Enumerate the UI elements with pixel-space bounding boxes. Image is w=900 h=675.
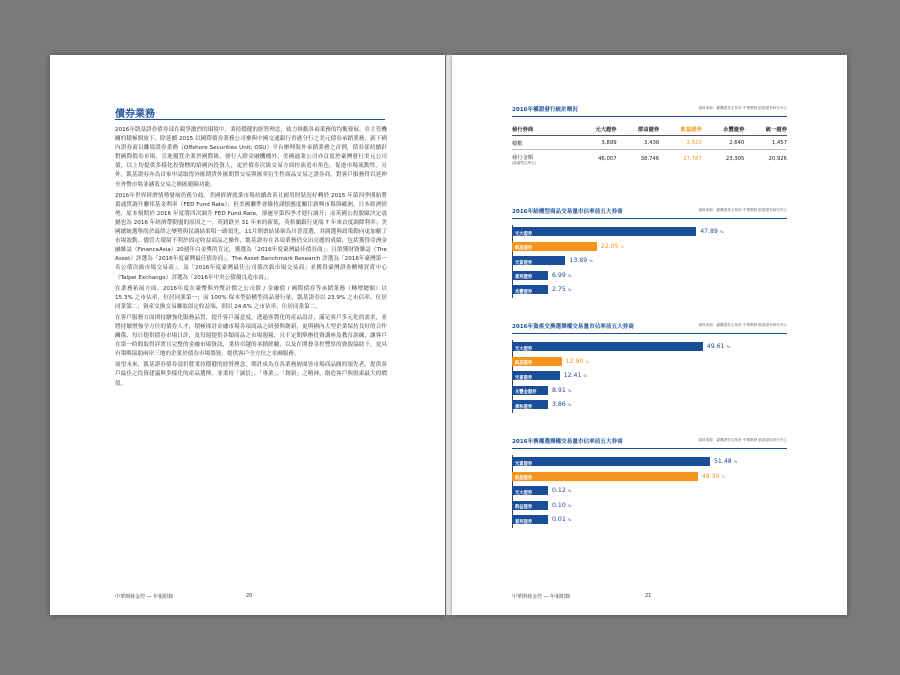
bar-category-label: 凱基證券 xyxy=(515,246,533,251)
bar xyxy=(512,457,710,466)
bar-row xyxy=(512,384,787,399)
warrant-stats-table xyxy=(512,122,787,168)
page-number: 20 xyxy=(246,593,253,599)
col-header: 發行券商 xyxy=(512,122,574,136)
bar-chart xyxy=(512,455,787,528)
table-title: 2016年權證發行統計概況 xyxy=(512,107,578,113)
page-number: 21 xyxy=(645,593,652,599)
bar-value-label: 8.91 % xyxy=(552,386,572,394)
table-cell: 1,457 xyxy=(744,136,787,150)
bar-value-label: 2.75 % xyxy=(552,286,572,293)
bar-value-label: 49.61 % xyxy=(706,343,731,350)
bar-value-label: 51.48 % xyxy=(714,458,738,465)
bar xyxy=(512,515,548,524)
table-row xyxy=(512,136,787,150)
bar xyxy=(512,371,560,380)
bar-row xyxy=(512,254,787,269)
bar-category-label: 群益證券 xyxy=(515,505,533,510)
table-cell: 46,007 xyxy=(598,156,617,162)
bar-row xyxy=(512,283,787,298)
bar-value-label: 0.12 % xyxy=(552,487,572,494)
bar-category-label: 康和證券 xyxy=(515,404,533,410)
row-label: 檔數 xyxy=(512,136,574,150)
source-note: 資料來源：臺灣證券交易所 中華開發 凱基證券研究中心 xyxy=(698,323,787,327)
section-header xyxy=(512,436,787,449)
row-unit: (新臺幣百萬元) xyxy=(512,161,536,165)
table-cell: 23,305 xyxy=(725,156,745,162)
chart-title: 2016年結構型商品交易量市佔率前五大券商 xyxy=(512,209,623,215)
col-header: 永豐證券 xyxy=(702,122,745,136)
paragraph: 2016年凱基證券債券部在競爭激烈的環境中，秉持穩健的經營理念，致力推動各項業務的均衡發展。在主管機關的積極開放下，除延續 2015 以國際債券業務公司參與中國交通銀行香港分行之美元債券承銷業務，新下國內證券商以離境證券業務（Offshore Securities Unit; OSU）平台辦理海外承銷業務之首例，債券部持續針對國際債券市場，引進優質企業於國際級，發行人除金融機構外，美國通業公司亦首度於臺灣發行美元公司債，以上均提供多樣化投資標的給國內投資人，更於債券次級交易方面扮演造市角色，促進市場流動性。另外，凱基證券亦為首家申請取得外匯期貨外匯期貨交易與匯率衍生性商品交易之證券商，對客戶服務得以延伸至外幣市場並涵蓋交易之換匯避險功能。 xyxy=(115,127,387,188)
bar xyxy=(512,271,548,280)
bar-chart xyxy=(512,340,787,413)
table-cell: 3,438 xyxy=(617,136,660,150)
bar-category-label: 元大證券 xyxy=(515,231,533,237)
table-header-row xyxy=(512,122,787,136)
bar-row xyxy=(512,269,787,284)
bar xyxy=(512,386,548,395)
bar-value-label: 0.01 % xyxy=(552,516,572,523)
chart-title: 2016年換權選擇權交易量市佔率前五大券商 xyxy=(512,439,623,445)
bar-category-label: 元富證券 xyxy=(515,375,533,381)
bar-category-label: 富邦證券 xyxy=(515,275,533,280)
source-note: 資料來源：臺灣證券交易所 中華開發 凱基證券研究中心 xyxy=(698,106,787,110)
col-header: 群益證券 xyxy=(617,122,660,136)
table-cell: 2,640 xyxy=(702,136,745,150)
bar xyxy=(512,501,548,510)
bar-row xyxy=(512,398,787,413)
footer-text: 中華開發金控 — 年報附錄 xyxy=(115,594,174,600)
table-cell-highlight: 27,787 xyxy=(683,156,702,162)
section-heading: 債券業務 xyxy=(115,109,155,120)
chart-title: 2016年資產交換選擇權交易量市佔率前五大券商 xyxy=(512,324,634,330)
left-page xyxy=(50,55,445,615)
bar-category-label: 永豐金證券 xyxy=(515,390,537,395)
bar-value-label: 22.05 % xyxy=(600,242,625,250)
col-header: 統一證券 xyxy=(744,122,787,136)
bar xyxy=(512,400,548,409)
section-header xyxy=(512,321,787,334)
bar-row xyxy=(512,240,787,255)
source-note: 資料來源：臺灣證券交易所 中華開發 凱基證券研究中心 xyxy=(698,438,787,442)
bar-row xyxy=(512,455,787,470)
paragraph: 在業務拓展方面，2016年度在臺幣與外幣計價之公司債 / 金融債 / 國際債券等承銷業務（轉增總額）以 15.3% 之市佔率，位居同業第一；而 100% 保本型結構型商品發行量，凱基證券以 23.9% 之市佔率，位居同業第二；資產交換交易賺取固定收益端，則以 24.6% 之市佔率，位居同業第二。 xyxy=(115,285,387,310)
bar xyxy=(512,242,597,251)
bar-category-label: 元富證券 xyxy=(515,461,533,467)
bar-category-label: 元富證券 xyxy=(515,260,533,266)
paragraph: 展望未來，凱基證券債券部仍將秉持穩健的經營理念，期許成為在各業務層面皆市場商品圓的領先者，提供客戶最佳之投資建議與多樣化的產品選擇，並秉持「誠信」、「專業」、「創新」之精神，創造客戶與股東最大的價值。 xyxy=(115,362,387,387)
bar-value-label: 0.10 % xyxy=(552,501,572,509)
section-header xyxy=(512,104,787,117)
bar-value-label: 12.41 % xyxy=(563,372,588,379)
bar-row xyxy=(512,513,787,528)
bar-category-label: 兆豐證券 xyxy=(515,289,533,295)
bar-value-label: 3.86 % xyxy=(552,401,572,408)
table-cell: 20,926 xyxy=(768,156,787,162)
bar-value-label: 6.99 % xyxy=(552,271,572,279)
bar-row xyxy=(512,340,787,355)
table-cell: 38,746 xyxy=(640,156,660,162)
bar-value-label: 47.89 % xyxy=(700,228,724,235)
bar-category-label: 凱基證券 xyxy=(515,361,533,366)
chart-section xyxy=(512,206,787,298)
bar xyxy=(512,486,548,495)
body-text xyxy=(115,126,387,391)
warrant-stats-section xyxy=(512,104,787,168)
bar xyxy=(512,285,548,294)
row-label: 發行金額 xyxy=(512,155,534,161)
bar-chart xyxy=(512,225,787,298)
bar xyxy=(512,357,562,366)
paragraph: 2016年世界經濟情勢發展仍舊分歧，美國經濟就業市場持續改善且耐用財狀況好轉於 2015 年第四季開始將黃通貨調升聯邦基金利率（FED Fund Rate），但美國聯準會維持謹慎態度關注新興市場與歐洲、日本經濟情勢，原本預期於 2016 年度將四次調升 FED Fund Rate，卻遲至第四季才進行調升；而英國公投脫歐決定震撼也為 2016 年經濟帶動盪的原因之一，英鎊跌至 31 年來的新低，英格蘭銀行更端 7 年來首度調降利率；美國總統選舉尚於最終之變勢與民調結果唱一路領先，11月開票結果卻為川普當選，其競選與政策勤向更加劇了市場波動。儘管大環境不利於固定收益商品之操作，凱基證券在各項業務仍交出亮麗的成績，包括獲得亞洲金融雜誌（FinanceAsia）20週年白金獎的肯定，獲選為「2016年度臺灣最佳債券商」；且榮獲財資雜誌（The Asset）評選為「2016年度臺灣最佳債券商」，The Asset Benchmark Research 評選為「2016年臺灣第一名公債次級市場交易商」，及「2016年度臺灣最佳公司債次級市場交易商」並獲得臺灣證券櫃檯買賣中心（Taipei Exchange）評選為「2016年中央公債優良造市商」。 xyxy=(115,192,387,281)
bar-row xyxy=(512,470,787,485)
chart-section xyxy=(512,321,787,413)
chart-section xyxy=(512,436,787,528)
table-cell-highlight: 2,523 xyxy=(659,136,702,150)
bar-row xyxy=(512,225,787,240)
bar-row xyxy=(512,355,787,370)
bar-row xyxy=(512,369,787,384)
bar-category-label: 元大證券 xyxy=(515,346,533,352)
bar xyxy=(512,227,696,236)
bar-value-label: 48.30 % xyxy=(701,472,726,480)
row-label-cell xyxy=(512,150,574,169)
bar xyxy=(512,342,703,351)
paragraph: 在客戶服務方面則持續強化服務品質，提升客戶滿意度，透過客製化的產品設計，滿足客戶多元化的需求，並將持續增強全方位的債券人才，積極探討金融市場各項商品之研發與創新，更與國內大型企業保持良好的合作關係，每日提供債券市場日評，及每週提供各類商品之市場週報，且不定期舉辦投資講座及教育訓練，讓客戶在第一時間取得詳實且完整的金融市場資訊，秉持卓越的承銷經驗，以及在開發金控豐厚的資源協助下，更具有策略協助兩岸三地的企業於債券市場籌資，提供客戶全方位之金融服務。 xyxy=(115,314,387,358)
table-row xyxy=(512,150,787,169)
footer-text: 中華開發金控 — 年報附錄 xyxy=(512,594,571,600)
bar-row xyxy=(512,484,787,499)
bar-row xyxy=(512,499,787,514)
col-header: 元大證券 xyxy=(574,122,617,136)
section-heading-rule xyxy=(115,102,385,120)
source-note: 資料來源：臺灣證券交易所 中華開發 凱基證券研究中心 xyxy=(698,208,787,212)
bar-value-label: 13.89 % xyxy=(569,257,593,264)
section-header xyxy=(512,206,787,219)
bar xyxy=(512,256,565,265)
bar-category-label: 元大證券 xyxy=(515,490,533,496)
bar-value-label: 12.90 % xyxy=(565,357,589,365)
col-header-highlight: 凱基證券 xyxy=(659,122,702,136)
bar xyxy=(512,472,698,481)
right-page xyxy=(452,55,847,615)
table-cell: 3,899 xyxy=(574,136,617,150)
bar-category-label: 凱基證券 xyxy=(515,476,533,481)
bar-category-label: 富邦證券 xyxy=(515,519,533,525)
